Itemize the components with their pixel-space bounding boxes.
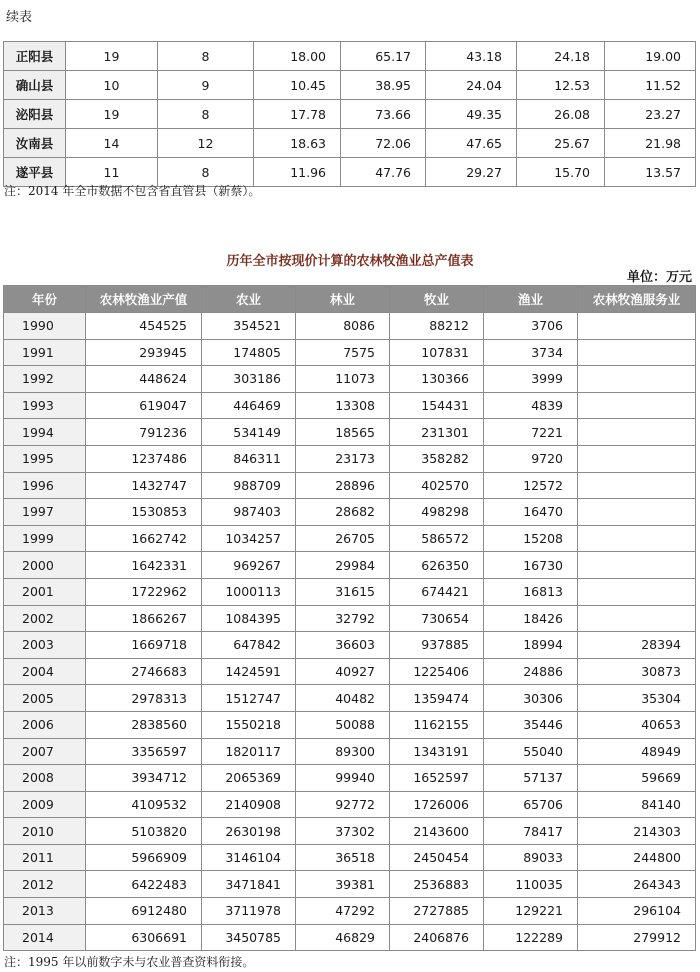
table-cell: 24886 xyxy=(484,658,578,685)
table-cell: 30306 xyxy=(484,685,578,712)
table-cell: 18.00 xyxy=(254,42,341,71)
output-table-title: 历年全市按现价计算的农林牧渔业总产值表 xyxy=(226,254,474,269)
year-cell: 1997 xyxy=(4,499,86,526)
year-cell: 2010 xyxy=(4,818,86,845)
table-cell: 791236 xyxy=(86,419,202,446)
table-cell: 18.63 xyxy=(254,129,341,158)
table-cell xyxy=(578,445,696,472)
table-cell xyxy=(578,525,696,552)
table-cell xyxy=(578,552,696,579)
table-cell xyxy=(578,472,696,499)
table-cell: 987403 xyxy=(202,499,296,526)
year-cell: 2009 xyxy=(4,791,86,818)
table-cell: 2978313 xyxy=(86,685,202,712)
table-cell: 8 xyxy=(158,158,254,187)
table-cell: 122289 xyxy=(484,924,578,951)
table-cell: 264343 xyxy=(578,871,696,898)
table-row xyxy=(4,632,696,659)
table-cell: 1662742 xyxy=(86,525,202,552)
table-cell: 2536883 xyxy=(390,871,484,898)
table-row xyxy=(4,711,696,738)
table-cell: 32792 xyxy=(296,605,390,632)
table-cell: 1550218 xyxy=(202,711,296,738)
table-cell: 154431 xyxy=(390,392,484,419)
table-cell: 846311 xyxy=(202,445,296,472)
table-cell: 15.70 xyxy=(517,158,605,187)
table-cell: 6306691 xyxy=(86,924,202,951)
year-cell: 1992 xyxy=(4,366,86,393)
table-cell: 5103820 xyxy=(86,818,202,845)
table-row xyxy=(4,71,696,100)
table-cell: 28896 xyxy=(296,472,390,499)
table-cell: 12572 xyxy=(484,472,578,499)
table-cell: 25.67 xyxy=(517,129,605,158)
table-cell: 214303 xyxy=(578,818,696,845)
table-cell: 10.45 xyxy=(254,71,341,100)
table-cell: 3999 xyxy=(484,366,578,393)
table-cell xyxy=(578,313,696,340)
table-cell: 7221 xyxy=(484,419,578,446)
table-cell: 3706 xyxy=(484,313,578,340)
table-cell xyxy=(578,605,696,632)
table-cell: 3356597 xyxy=(86,738,202,765)
year-cell: 2000 xyxy=(4,552,86,579)
table-cell: 35304 xyxy=(578,685,696,712)
table-cell: 43.18 xyxy=(426,42,517,71)
year-cell: 1999 xyxy=(4,525,86,552)
table-cell: 92772 xyxy=(296,791,390,818)
table-cell: 29.27 xyxy=(426,158,517,187)
table-cell: 534149 xyxy=(202,419,296,446)
year-cell: 1990 xyxy=(4,313,86,340)
table-cell: 16470 xyxy=(484,499,578,526)
column-header: 林业 xyxy=(296,286,390,313)
table-cell: 3934712 xyxy=(86,765,202,792)
year-cell: 2006 xyxy=(4,711,86,738)
table-cell: 1722962 xyxy=(86,578,202,605)
table-row xyxy=(4,100,696,129)
table-row xyxy=(4,445,696,472)
table-cell xyxy=(578,499,696,526)
output-table-note: 注：1995 年以前数字未与农业普查资料衔接。 xyxy=(4,955,255,969)
table-cell: 1237486 xyxy=(86,445,202,472)
table-cell: 99940 xyxy=(296,765,390,792)
table-row xyxy=(4,499,696,526)
table-row xyxy=(4,552,696,579)
table-row xyxy=(4,898,696,925)
table-cell: 730654 xyxy=(390,605,484,632)
table-cell: 296104 xyxy=(578,898,696,925)
table-cell: 619047 xyxy=(86,392,202,419)
table-cell: 3450785 xyxy=(202,924,296,951)
table-cell: 107831 xyxy=(390,339,484,366)
table-cell: 1726006 xyxy=(390,791,484,818)
column-header: 年份 xyxy=(4,286,86,313)
county-name: 确山县 xyxy=(4,71,66,100)
table-cell: 47.76 xyxy=(341,158,426,187)
table-cell: 647842 xyxy=(202,632,296,659)
column-header: 渔业 xyxy=(484,286,578,313)
table-cell: 12 xyxy=(158,129,254,158)
table-cell: 2727885 xyxy=(390,898,484,925)
table-row xyxy=(4,765,696,792)
table-cell: 4839 xyxy=(484,392,578,419)
table-cell: 358282 xyxy=(390,445,484,472)
table-cell: 40653 xyxy=(578,711,696,738)
table-cell: 31615 xyxy=(296,578,390,605)
year-cell: 2005 xyxy=(4,685,86,712)
table-cell: 231301 xyxy=(390,419,484,446)
table-cell: 448624 xyxy=(86,366,202,393)
table-cell: 244800 xyxy=(578,844,696,871)
table-row xyxy=(4,791,696,818)
table-cell: 2143600 xyxy=(390,818,484,845)
table-cell: 50088 xyxy=(296,711,390,738)
output-table xyxy=(3,285,696,951)
output-table-header-row xyxy=(4,286,696,313)
table-row xyxy=(4,366,696,393)
table-row xyxy=(4,818,696,845)
table-cell: 29984 xyxy=(296,552,390,579)
table-cell: 28394 xyxy=(578,632,696,659)
table-row xyxy=(4,419,696,446)
table-cell: 1424591 xyxy=(202,658,296,685)
table-cell: 17.78 xyxy=(254,100,341,129)
table-cell: 3146104 xyxy=(202,844,296,871)
table-cell: 2406876 xyxy=(390,924,484,951)
table-cell: 2450454 xyxy=(390,844,484,871)
table-cell: 37302 xyxy=(296,818,390,845)
table-row xyxy=(4,42,696,71)
year-cell: 2003 xyxy=(4,632,86,659)
table-cell: 303186 xyxy=(202,366,296,393)
table-cell: 14 xyxy=(66,129,158,158)
table-cell: 84140 xyxy=(578,791,696,818)
year-cell: 2011 xyxy=(4,844,86,871)
table-cell: 28682 xyxy=(296,499,390,526)
table-cell: 65.17 xyxy=(341,42,426,71)
table-cell: 9720 xyxy=(484,445,578,472)
table-cell: 2746683 xyxy=(86,658,202,685)
table-cell: 446469 xyxy=(202,392,296,419)
year-cell: 2013 xyxy=(4,898,86,925)
table-cell: 49.35 xyxy=(426,100,517,129)
table-cell: 1642331 xyxy=(86,552,202,579)
table-cell xyxy=(578,578,696,605)
table-cell: 586572 xyxy=(390,525,484,552)
table-cell: 11.96 xyxy=(254,158,341,187)
table-cell: 13.57 xyxy=(605,158,696,187)
table-cell: 1000113 xyxy=(202,578,296,605)
table-cell: 15208 xyxy=(484,525,578,552)
table-cell: 498298 xyxy=(390,499,484,526)
year-cell: 1993 xyxy=(4,392,86,419)
year-cell: 1996 xyxy=(4,472,86,499)
year-cell: 1994 xyxy=(4,419,86,446)
table-cell: 21.98 xyxy=(605,129,696,158)
table-cell: 129221 xyxy=(484,898,578,925)
table-cell: 18565 xyxy=(296,419,390,446)
table-cell: 988709 xyxy=(202,472,296,499)
table-row xyxy=(4,392,696,419)
table-cell: 969267 xyxy=(202,552,296,579)
table-cell: 2140908 xyxy=(202,791,296,818)
county-table xyxy=(3,41,696,187)
table-cell: 4109532 xyxy=(86,791,202,818)
table-cell: 72.06 xyxy=(341,129,426,158)
column-header: 农业 xyxy=(202,286,296,313)
table-cell: 26705 xyxy=(296,525,390,552)
table-cell: 279912 xyxy=(578,924,696,951)
table-cell: 8 xyxy=(158,42,254,71)
table-cell: 110035 xyxy=(484,871,578,898)
table-cell xyxy=(578,366,696,393)
table-cell: 16813 xyxy=(484,578,578,605)
county-table-note: 注：2014 年全市数据不包含省直管县（新蔡）。 xyxy=(4,184,261,198)
table-cell: 1432747 xyxy=(86,472,202,499)
table-cell: 2065369 xyxy=(202,765,296,792)
table-cell: 36603 xyxy=(296,632,390,659)
table-cell: 88212 xyxy=(390,313,484,340)
table-cell: 674421 xyxy=(390,578,484,605)
table-cell: 48949 xyxy=(578,738,696,765)
table-cell: 2838560 xyxy=(86,711,202,738)
table-cell: 11073 xyxy=(296,366,390,393)
year-cell: 2001 xyxy=(4,578,86,605)
table-cell: 11.52 xyxy=(605,71,696,100)
table-row xyxy=(4,605,696,632)
table-cell xyxy=(578,419,696,446)
table-cell: 174805 xyxy=(202,339,296,366)
table-cell: 19 xyxy=(66,42,158,71)
table-cell: 55040 xyxy=(484,738,578,765)
table-cell: 3711978 xyxy=(202,898,296,925)
table-cell: 16730 xyxy=(484,552,578,579)
table-cell: 1162155 xyxy=(390,711,484,738)
table-cell: 1225406 xyxy=(390,658,484,685)
year-cell: 2007 xyxy=(4,738,86,765)
year-cell: 2012 xyxy=(4,871,86,898)
table-row xyxy=(4,658,696,685)
table-cell: 40482 xyxy=(296,685,390,712)
table-cell: 6912480 xyxy=(86,898,202,925)
table-row xyxy=(4,871,696,898)
table-cell: 36518 xyxy=(296,844,390,871)
table-row xyxy=(4,844,696,871)
year-cell: 2002 xyxy=(4,605,86,632)
table-cell: 6422483 xyxy=(86,871,202,898)
table-row xyxy=(4,578,696,605)
table-cell: 38.95 xyxy=(341,71,426,100)
table-cell: 10 xyxy=(66,71,158,100)
table-cell: 1652597 xyxy=(390,765,484,792)
table-cell: 1820117 xyxy=(202,738,296,765)
table-cell: 3471841 xyxy=(202,871,296,898)
table-cell: 8 xyxy=(158,100,254,129)
table-row xyxy=(4,924,696,951)
table-cell: 18994 xyxy=(484,632,578,659)
table-cell: 59669 xyxy=(578,765,696,792)
table-cell: 18426 xyxy=(484,605,578,632)
table-cell: 23173 xyxy=(296,445,390,472)
table-cell: 65706 xyxy=(484,791,578,818)
table-cell: 46829 xyxy=(296,924,390,951)
year-cell: 1995 xyxy=(4,445,86,472)
table-cell: 1084395 xyxy=(202,605,296,632)
table-cell: 26.08 xyxy=(517,100,605,129)
table-cell: 5966909 xyxy=(86,844,202,871)
table-cell: 12.53 xyxy=(517,71,605,100)
column-header: 农林牧渔服务业 xyxy=(578,286,696,313)
table-cell: 354521 xyxy=(202,313,296,340)
table-cell: 1343191 xyxy=(390,738,484,765)
table-row xyxy=(4,525,696,552)
table-cell: 35446 xyxy=(484,711,578,738)
year-cell: 2008 xyxy=(4,765,86,792)
table-cell: 8086 xyxy=(296,313,390,340)
table-row xyxy=(4,685,696,712)
column-header: 牧业 xyxy=(390,286,484,313)
county-name: 泌阳县 xyxy=(4,100,66,129)
table-cell: 1034257 xyxy=(202,525,296,552)
table-cell: 11 xyxy=(66,158,158,187)
table-cell: 13308 xyxy=(296,392,390,419)
table-cell: 293945 xyxy=(86,339,202,366)
table-cell: 1530853 xyxy=(86,499,202,526)
column-header: 农林牧渔业产值 xyxy=(86,286,202,313)
table-row xyxy=(4,313,696,340)
table-cell xyxy=(578,339,696,366)
table-row xyxy=(4,472,696,499)
table-cell: 19.00 xyxy=(605,42,696,71)
year-cell: 1991 xyxy=(4,339,86,366)
table-cell: 47292 xyxy=(296,898,390,925)
table-cell: 937885 xyxy=(390,632,484,659)
table-cell: 57137 xyxy=(484,765,578,792)
table-row xyxy=(4,738,696,765)
table-cell: 89033 xyxy=(484,844,578,871)
table-cell: 24.04 xyxy=(426,71,517,100)
table-cell: 1359474 xyxy=(390,685,484,712)
table-cell: 1669718 xyxy=(86,632,202,659)
table-cell: 89300 xyxy=(296,738,390,765)
unit-label: 单位：万元 xyxy=(626,270,692,285)
table-cell: 130366 xyxy=(390,366,484,393)
county-name: 汝南县 xyxy=(4,129,66,158)
table-row xyxy=(4,339,696,366)
year-cell: 2004 xyxy=(4,658,86,685)
table-cell: 78417 xyxy=(484,818,578,845)
table-cell: 626350 xyxy=(390,552,484,579)
table-cell: 47.65 xyxy=(426,129,517,158)
table-cell: 30873 xyxy=(578,658,696,685)
table-cell: 402570 xyxy=(390,472,484,499)
table-cell: 1866267 xyxy=(86,605,202,632)
table-cell: 7575 xyxy=(296,339,390,366)
county-name: 遂平县 xyxy=(4,158,66,187)
table-cell: 73.66 xyxy=(341,100,426,129)
table-cell: 40927 xyxy=(296,658,390,685)
year-cell: 2014 xyxy=(4,924,86,951)
table-cell: 19 xyxy=(66,100,158,129)
table-row xyxy=(4,129,696,158)
table-cell: 454525 xyxy=(86,313,202,340)
continued-label: 续表 xyxy=(6,10,33,25)
table-cell: 39381 xyxy=(296,871,390,898)
table-cell: 24.18 xyxy=(517,42,605,71)
table-cell: 23.27 xyxy=(605,100,696,129)
table-cell xyxy=(578,392,696,419)
table-cell: 2630198 xyxy=(202,818,296,845)
county-name: 正阳县 xyxy=(4,42,66,71)
table-cell: 9 xyxy=(158,71,254,100)
table-cell: 3734 xyxy=(484,339,578,366)
table-cell: 1512747 xyxy=(202,685,296,712)
